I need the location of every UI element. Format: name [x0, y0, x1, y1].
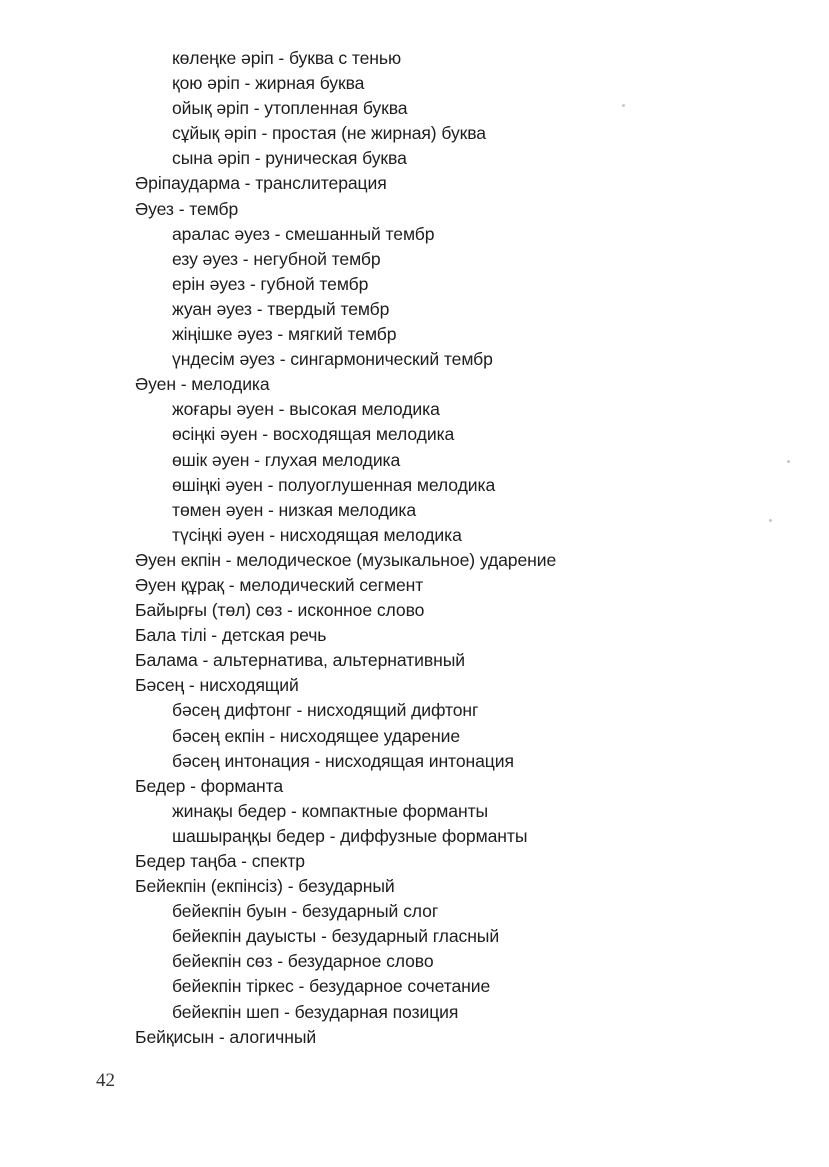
glossary-subentry: қою әріп - жирная буква: [172, 73, 365, 94]
glossary-entry: Бейқисын - алогичный: [135, 1026, 317, 1047]
glossary-subentry: бейекпін сөз - безударное слово: [172, 951, 434, 972]
glossary-subentry: үндесім әуез - сингармонический тембр: [172, 349, 493, 370]
glossary-list: [135, 46, 795, 1050]
scan-speck: [622, 104, 625, 107]
glossary-subentry: көлеңке әріп - буква с тенью: [172, 48, 402, 68]
glossary-subentry: түсіңкі әуен - нисходящая мелодика: [172, 524, 462, 545]
glossary-subentry: бейекпін тіркес - безударное сочетание: [172, 976, 491, 997]
glossary-subentry: езу әуез - негубной тембр: [172, 248, 381, 269]
glossary-entry: Бәсең - нисходящий: [135, 675, 299, 696]
glossary-subentry: жинақы бедер - компактные форманты: [172, 800, 489, 821]
glossary-entry: Бала тілі - детская речь: [135, 625, 327, 646]
glossary-subentry: жіңішке әуез - мягкий тембр: [172, 324, 397, 345]
glossary-subentry: шашыраңқы бедер - диффузные форманты: [172, 825, 528, 846]
glossary-entry: Әуен - мелодика: [135, 374, 270, 395]
glossary-entry: Бедер - форманта: [135, 775, 284, 796]
scan-speck: [769, 519, 772, 522]
glossary-entry: Бедер таңба - спектр: [135, 851, 305, 871]
glossary-subentry: бейекпін дауысты - безударный гласный: [172, 926, 500, 947]
glossary-subentry: сұйық әріп - простая (не жирная) буква: [172, 123, 486, 144]
glossary-subentry: аралас әуез - смешанный тембр: [172, 223, 435, 244]
glossary-subentry: бейекпін шеп - безударная позиция: [172, 1001, 459, 1022]
glossary-entry: Балама - альтернатива, альтернативный: [135, 650, 465, 671]
glossary-subentry: өсіңкі әуен - восходящая мелодика: [172, 424, 455, 445]
glossary-subentry: бейекпін буын - безударный слог: [172, 901, 439, 922]
scan-speck: [787, 460, 790, 463]
glossary-entry: Әріпаударма - транслитерация: [135, 173, 387, 194]
glossary-subentry: бәсең интонация - нисходящая интонация: [172, 750, 514, 771]
glossary-entry: Әуен құрақ - мелодический сегмент: [135, 574, 424, 595]
glossary-subentry: өшіңкі әуен - полуоглушенная мелодика: [172, 474, 496, 495]
page-number: 42: [96, 1070, 115, 1091]
glossary-entry: Әуен екпін - мелодическое (музыкальное) ударение: [135, 549, 557, 570]
glossary-subentry: жуан әуез - твердый тембр: [172, 298, 390, 319]
glossary-entry: Бейекпін (екпінсіз) - безударный: [135, 876, 395, 897]
glossary-subentry: жоғары әуен - высокая мелодика: [172, 399, 440, 420]
glossary-entry: Әуез - тембр: [135, 198, 239, 219]
glossary-subentry: ерін әуез - губной тембр: [172, 273, 369, 294]
glossary-subentry: сына әріп - руническая буква: [172, 148, 407, 169]
glossary-subentry: бәсең екпін - нисходящее ударение: [172, 725, 461, 746]
glossary-subentry: ойық әріп - утопленная буква: [172, 98, 408, 119]
glossary-entry: Байырғы (төл) сөз - исконное слово: [135, 600, 425, 621]
glossary-subentry: өшік әуен - глухая мелодика: [172, 449, 401, 470]
glossary-subentry: төмен әуен - низкая мелодика: [172, 499, 417, 520]
glossary-subentry: бәсең дифтонг - нисходящий дифтонг: [172, 700, 479, 721]
